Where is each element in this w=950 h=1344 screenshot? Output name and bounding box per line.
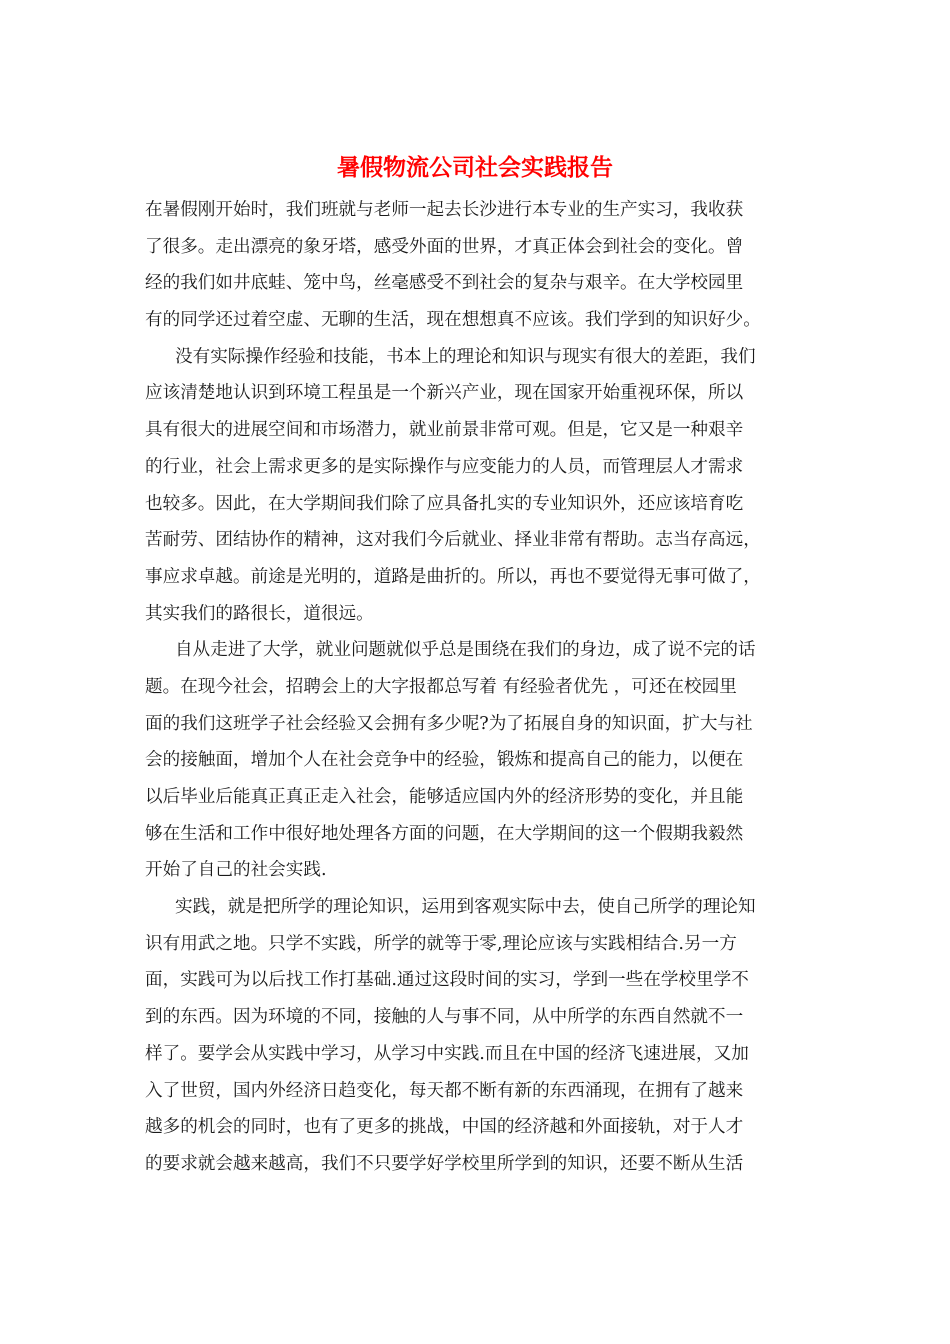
text-line: 具有很大的进展空间和市场潜力，就业前景非常可观。但是，它又是一种艰辛 <box>145 420 744 441</box>
text-line: 够在生活和工作中很好地处理各方面的问题，在大学期间的这一个假期我毅然 <box>145 823 744 844</box>
text-line: 面，实践可为以后找工作打基础.通过这段时间的实习，学到一些在学校里学不 <box>145 970 749 991</box>
text-line: 自从走进了大学，就业问题就似乎总是围绕在我们的身边，成了说不完的话 <box>175 640 756 661</box>
text-line: 开始了自己的社会实践. <box>145 860 327 881</box>
text-line: 了很多。走出漂亮的象牙塔，感受外面的世界，才真正体会到社会的变化。曾 <box>145 236 744 257</box>
text-line: 以后毕业后能真正真正走入社会，能够适应国内外的经济形势的变化，并且能 <box>145 787 744 807</box>
document-title: 暑假物流公司社会实践报告 <box>337 154 613 181</box>
text-line: 事应求卓越。前途是光明的，道路是曲折的。所以，再也不要觉得无事可做了， <box>145 566 761 587</box>
text-line: 到的东西。因为环境的不同，接触的人与事不同，从中所学的东西自然就不一 <box>145 1007 744 1028</box>
text-line: 苦耐劳、团结协作的精神，这对我们今后就业、择业非常有帮助。志当存高远， <box>145 530 761 551</box>
text-line: 的行业，社会上需求更多的是实际操作与应变能力的人员，而管理层人才需求 <box>145 456 744 477</box>
text-line: 的要求就会越来越高，我们不只要学好学校里所学到的知识，还要不断从生活 <box>145 1153 744 1174</box>
text-line: 入了世贸，国内外经济日趋变化，每天都不断有新的东西涌现，在拥有了越来 <box>145 1080 744 1101</box>
text-line: 其实我们的路很长，道很远。 <box>145 603 374 624</box>
text-line: 应该清楚地认识到环境工程虽是一个新兴产业，现在国家开始重视环保，所以 <box>145 383 744 404</box>
text-line: 也较多。因此，在大学期间我们除了应具备扎实的专业知识外，还应该培育吃 <box>145 493 744 514</box>
text-line: 越多的机会的同时，也有了更多的挑战，中国的经济越和外面接轨，对于人才 <box>145 1117 744 1138</box>
text-line: 识有用武之地。只学不实践，所学的就等于零,理论应该与实践相结合.另一方 <box>145 933 737 954</box>
text-line: 有的同学还过着空虚、无聊的生活，现在想想真不应该。我们学到的知识好少。 <box>145 310 761 331</box>
paragraph-2 <box>145 339 807 633</box>
document-body <box>145 192 807 1183</box>
text-line: 题。在现今社会，招聘会上的大字报都总写着 有经验者优先 ，可还在校园里 <box>145 676 737 697</box>
paragraph-1 <box>145 192 807 339</box>
paragraph-4 <box>145 889 807 1183</box>
text-line: 实践，就是把所学的理论知识，运用到客观实际中去，使自己所学的理论知 <box>175 897 756 918</box>
text-line: 样了。要学会从实践中学习，从学习中实践.而且在中国的经济飞速进展，又加 <box>145 1043 749 1064</box>
text-line: 没有实际操作经验和技能，书本上的理论和知识与现实有很大的差距，我们 <box>175 346 756 367</box>
paragraph-3 <box>145 632 807 889</box>
text-line: 经的我们如井底蛙、笼中鸟，丝毫感受不到社会的复杂与艰辛。在大学校园里 <box>145 273 744 294</box>
text-line: 面的我们这班学子社会经验又会拥有多少呢?为了拓展自身的知识面，扩大与社 <box>145 713 753 734</box>
text-line: 在暑假刚开始时，我们班就与老师一起去长沙进行本专业的生产实习，我收获 <box>145 200 744 220</box>
text-line: 会的接触面，增加个人在社会竞争中的经验，锻炼和提高自己的能力，以便在 <box>145 750 744 771</box>
